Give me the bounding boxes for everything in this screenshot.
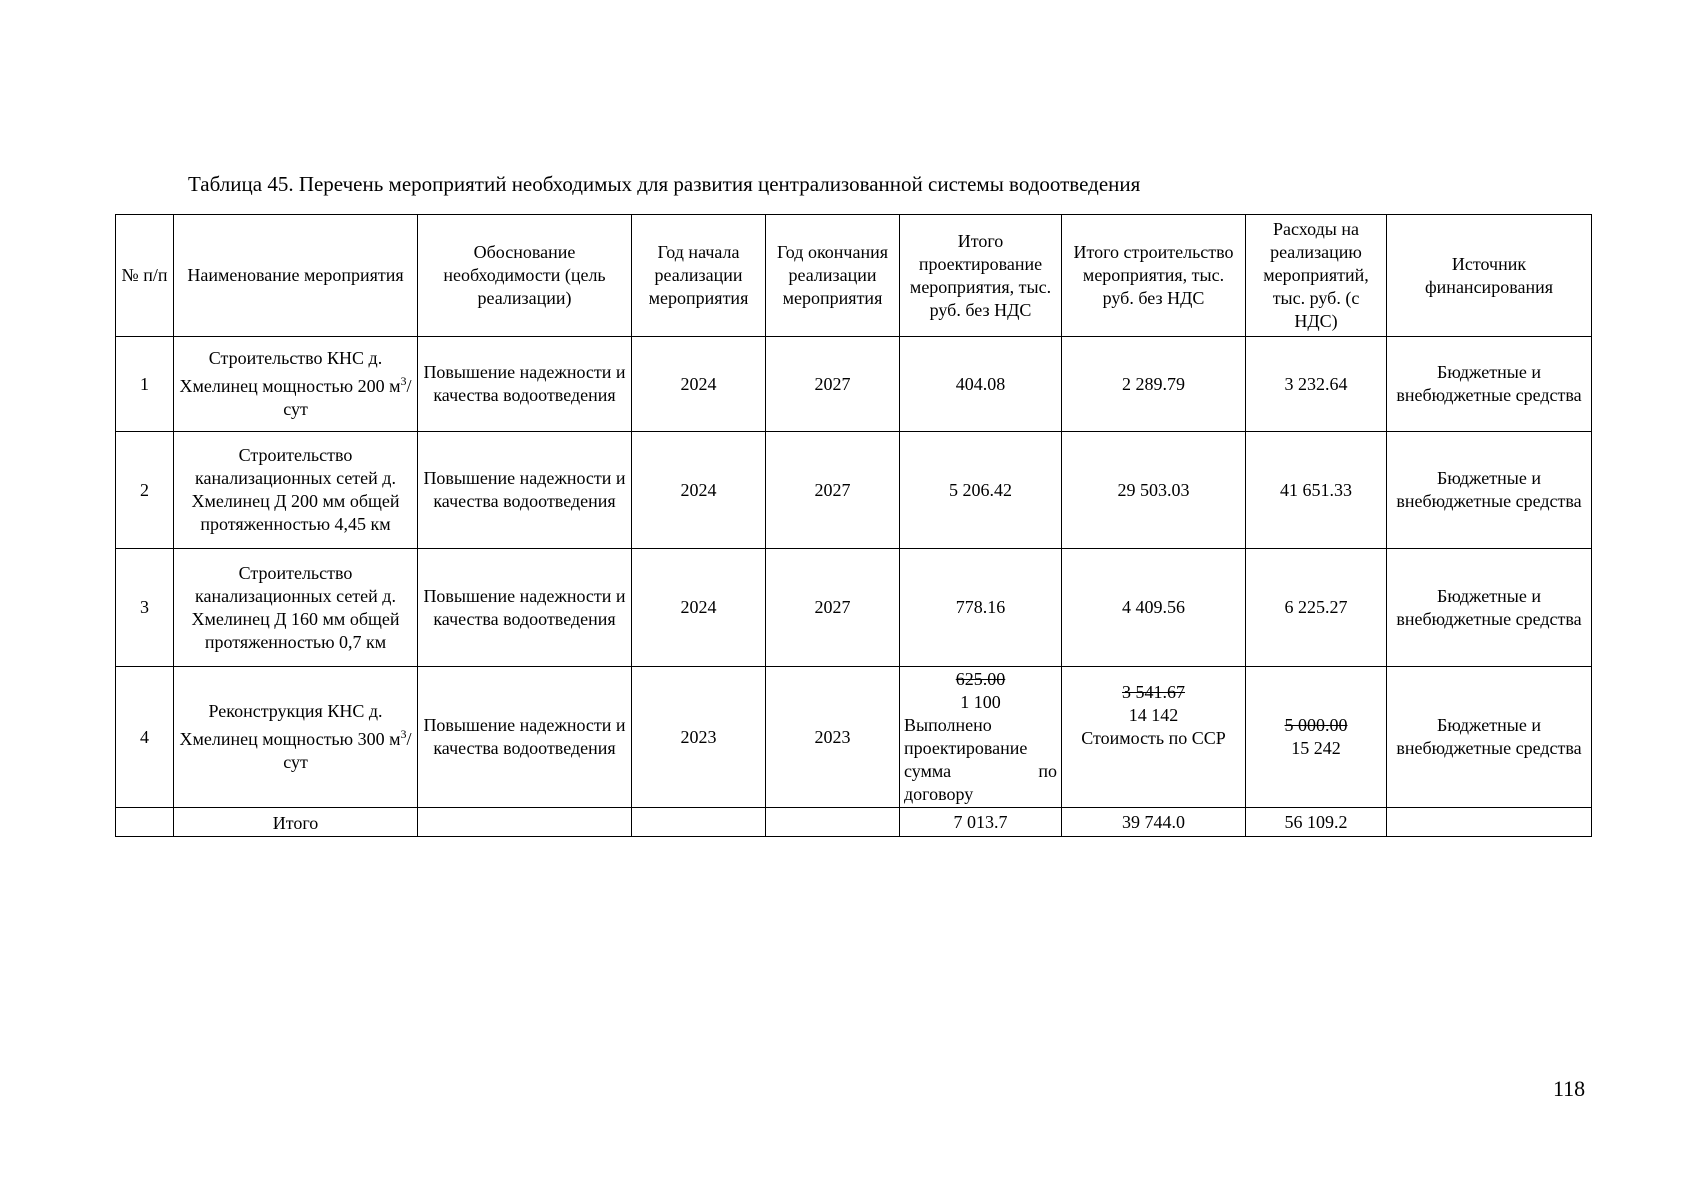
build-new-value: 14 142 bbox=[1128, 705, 1179, 725]
row-source: Бюджетные и внебюджетные средства bbox=[1387, 667, 1592, 808]
row-reason: Повышение надежности и качества водоотведения bbox=[418, 337, 632, 432]
totals-num bbox=[116, 808, 174, 837]
totals-reason bbox=[418, 808, 632, 837]
table-caption: Таблица 45. Перечень мероприятий необходимых для развития централизованной системы водоотведения bbox=[188, 172, 1141, 196]
totals-end bbox=[766, 808, 900, 837]
row-num: 2 bbox=[116, 432, 174, 549]
design-new-value: 1 100 bbox=[960, 692, 1001, 712]
row-total-cost bbox=[1246, 667, 1387, 808]
page-number: 118 bbox=[1553, 1076, 1586, 1101]
row-reason: Повышение надежности и качества водоотведения bbox=[418, 549, 632, 667]
row-start-year: 2023 bbox=[632, 667, 766, 808]
row-design-cost bbox=[900, 667, 1062, 808]
totals-label: Итого bbox=[174, 808, 418, 837]
table-row bbox=[116, 667, 1592, 808]
header-start-year: Год начала реализации мероприятия bbox=[632, 215, 766, 337]
row-num: 4 bbox=[116, 667, 174, 808]
design-note-line2: сумма по bbox=[904, 761, 1057, 781]
header-row bbox=[116, 215, 1592, 337]
design-note: Выполнено проектирование bbox=[904, 715, 1028, 758]
header-name: Наименование мероприятия bbox=[174, 215, 418, 337]
row-end-year: 2027 bbox=[766, 549, 900, 667]
row-end-year: 2023 bbox=[766, 667, 900, 808]
build-old-value: 3 541.67 bbox=[1122, 682, 1185, 702]
table-row bbox=[116, 432, 1592, 549]
table-row bbox=[116, 337, 1592, 432]
row-design-cost: 778.16 bbox=[900, 549, 1062, 667]
row-end-year: 2027 bbox=[766, 337, 900, 432]
totals-start bbox=[632, 808, 766, 837]
header-end-year: Год окончания реализации мероприятия bbox=[766, 215, 900, 337]
design-old-value: 625.00 bbox=[955, 669, 1006, 689]
totals-build: 39 744.0 bbox=[1062, 808, 1246, 837]
row-build-cost: 29 503.03 bbox=[1062, 432, 1246, 549]
row-name: Строительство КНС д. Хмелинец мощностью 200 $м^3$/сут bbox=[174, 337, 418, 432]
table-row bbox=[116, 549, 1592, 667]
row-num: 1 bbox=[116, 337, 174, 432]
row-build-cost: 2 289.79 bbox=[1062, 337, 1246, 432]
row-name: Реконструкция КНС д. Хмелинец мощностью 300 $м^3$/сут bbox=[174, 667, 418, 808]
header-total-cost: Расходы на реализацию мероприятий, тыс. руб. (с НДС) bbox=[1246, 215, 1387, 337]
header-design-cost: Итого проектирование мероприятия, тыс. руб. без НДС bbox=[900, 215, 1062, 337]
header-num: № п/п bbox=[116, 215, 174, 337]
measures-table bbox=[115, 214, 1592, 837]
totals-source bbox=[1387, 808, 1592, 837]
row-start-year: 2024 bbox=[632, 337, 766, 432]
row-total-cost: 3 232.64 bbox=[1246, 337, 1387, 432]
total-old-value: 5 000.00 bbox=[1284, 715, 1348, 735]
row-source: Бюджетные и внебюджетные средства bbox=[1387, 432, 1592, 549]
design-note-line3: договору bbox=[904, 784, 974, 804]
build-note: Стоимость по ССР bbox=[1081, 728, 1226, 748]
row-name: Строительство канализационных сетей д. Хмелинец Д 160 мм общей протяженностью 0,7 км bbox=[174, 549, 418, 667]
row-build-cost bbox=[1062, 667, 1246, 808]
total-new-value: 15 242 bbox=[1291, 738, 1341, 758]
row-end-year: 2027 bbox=[766, 432, 900, 549]
header-build-cost: Итого строительство мероприятия, тыс. руб. без НДС bbox=[1062, 215, 1246, 337]
row-reason: Повышение надежности и качества водоотведения bbox=[418, 432, 632, 549]
row-num: 3 bbox=[116, 549, 174, 667]
row-build-cost: 4 409.56 bbox=[1062, 549, 1246, 667]
row-design-cost: 5 206.42 bbox=[900, 432, 1062, 549]
header-reason: Обоснование необходимости (цель реализации) bbox=[418, 215, 632, 337]
row-start-year: 2024 bbox=[632, 549, 766, 667]
totals-design: 7 013.7 bbox=[900, 808, 1062, 837]
row-start-year: 2024 bbox=[632, 432, 766, 549]
row-total-cost: 6 225.27 bbox=[1246, 549, 1387, 667]
row-total-cost: 41 651.33 bbox=[1246, 432, 1387, 549]
header-source: Источник финансирования bbox=[1387, 215, 1592, 337]
row-reason: Повышение надежности и качества водоотведения bbox=[418, 667, 632, 808]
row-source: Бюджетные и внебюджетные средства bbox=[1387, 549, 1592, 667]
totals-total: 56 109.2 bbox=[1246, 808, 1387, 837]
row-source: Бюджетные и внебюджетные средства bbox=[1387, 337, 1592, 432]
row-design-cost: 404.08 bbox=[900, 337, 1062, 432]
totals-row bbox=[116, 808, 1592, 837]
row-name: Строительство канализационных сетей д. Хмелинец Д 200 мм общей протяженностью 4,45 км bbox=[174, 432, 418, 549]
